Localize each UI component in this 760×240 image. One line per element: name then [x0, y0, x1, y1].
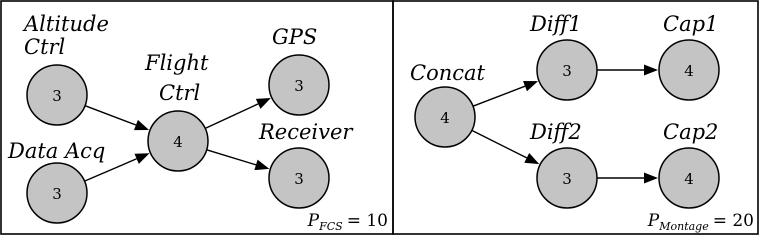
edge-diff2-to-cap2: [597, 173, 658, 184]
node-concat: [415, 87, 475, 147]
node-diff2: [537, 148, 597, 208]
node-weight: 3: [52, 185, 62, 203]
labels-layer: [7, 12, 718, 163]
node-label-receiver: Receiver: [259, 120, 353, 144]
node-cap1: [659, 40, 719, 100]
edge-altitude-ctrl-to-flight-ctrl: [85, 106, 149, 130]
node-label-data-acq: Data Acq: [8, 139, 106, 163]
edge-diff1-to-cap1: [597, 65, 658, 76]
node-weight: 4: [440, 109, 450, 127]
node-label-flight-ctrl: Ctrl: [159, 81, 201, 105]
node-label-gps: GPS: [272, 25, 318, 49]
node-label-diff2: Diff2: [530, 120, 582, 144]
node-gps: [269, 55, 329, 115]
node-altitude-ctrl: [27, 65, 87, 125]
node-label-diff1: Diff1: [530, 12, 582, 36]
node-diff1: [537, 40, 597, 100]
node-weight: 3: [294, 170, 304, 188]
fcs-period-label: $P_{FCS} = 10$: [307, 211, 388, 233]
node-label-cap1: Cap1: [663, 12, 719, 36]
node-receiver: [269, 148, 329, 208]
edge-flight-ctrl-to-receiver: [207, 150, 270, 170]
node-data-acq: [27, 163, 87, 223]
node-label-cap2: Cap2: [663, 120, 719, 144]
node-weight: 3: [52, 87, 62, 105]
montage-period-label: $P_{Montage} = 20$: [647, 211, 754, 233]
node-label-flight-ctrl: Flight: [145, 51, 209, 75]
node-weight: 4: [684, 170, 694, 188]
nodes-layer: [27, 40, 719, 223]
node-label-concat: Concat: [410, 61, 485, 85]
node-weight: 3: [562, 62, 572, 80]
node-weight: 4: [684, 62, 694, 80]
node-weight: 3: [562, 170, 572, 188]
node-label-altitude-ctrl: Ctrl: [24, 35, 66, 59]
node-weight: 3: [294, 77, 304, 95]
node-weight: 4: [173, 133, 183, 151]
node-cap2: [659, 148, 719, 208]
node-flight-ctrl: [148, 111, 208, 171]
node-label-altitude-ctrl: Altitude: [24, 12, 109, 36]
